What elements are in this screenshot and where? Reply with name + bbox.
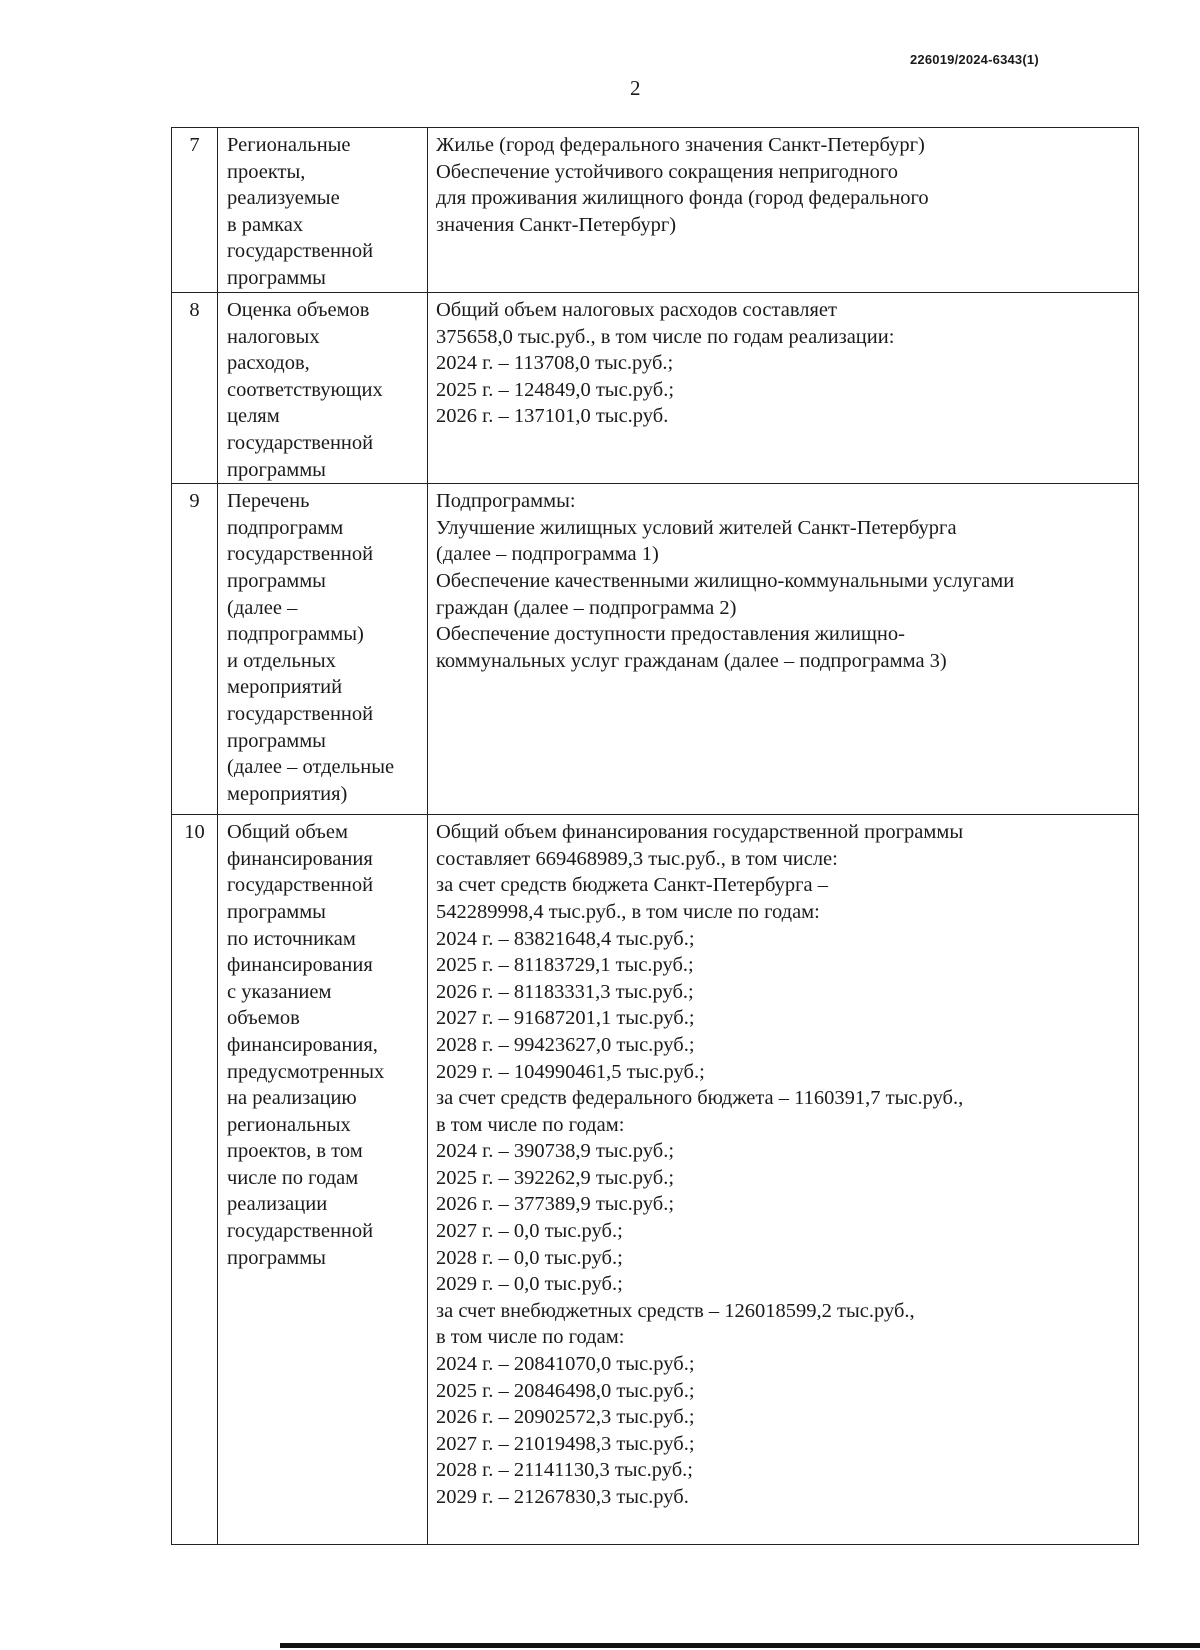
row-content bbox=[428, 484, 1139, 815]
row-number: 7 bbox=[172, 128, 218, 293]
label-line: финансирования bbox=[227, 847, 373, 870]
label-line: Региональные bbox=[227, 134, 351, 156]
label-line: мероприятий bbox=[227, 676, 343, 699]
label-line: программы bbox=[227, 729, 326, 752]
row-label bbox=[218, 484, 428, 815]
table-row bbox=[172, 815, 1139, 1545]
page-number: 2 bbox=[630, 76, 641, 100]
label-line: проекты, bbox=[227, 160, 306, 183]
content-line: 2024 г. – 83821648,4 тыс.руб.; bbox=[436, 927, 695, 950]
content-line: за счет средств федерального бюджета – 1160391,7 тыс.руб., bbox=[436, 1087, 964, 1110]
label-line: в рамках bbox=[227, 213, 304, 236]
content-line: 2027 г. – 91687201,1 тыс.руб.; bbox=[436, 1007, 695, 1030]
label-line: (далее – отдельные bbox=[227, 756, 395, 779]
row-label bbox=[218, 293, 428, 484]
label-line: реализации bbox=[227, 1193, 328, 1216]
label-line: соответствующих bbox=[227, 378, 383, 401]
label-line: программы bbox=[227, 266, 326, 289]
row-number: 8 bbox=[172, 293, 218, 484]
content-line: 2025 г. – 124849,0 тыс.руб.; bbox=[436, 378, 675, 401]
label-line: региональных bbox=[227, 1113, 351, 1136]
content-line: 2026 г. – 81183331,3 тыс.руб.; bbox=[436, 980, 694, 1003]
content-line: за счет внебюджетных средств – 126018599,2 тыс.руб., bbox=[436, 1299, 915, 1322]
label-line: и отдельных bbox=[227, 649, 336, 672]
content-line: составляет 669468989,3 тыс.руб., в том числе: bbox=[436, 847, 838, 870]
label-line: государственной bbox=[227, 1220, 374, 1243]
passport-table bbox=[171, 127, 1139, 1545]
row-content bbox=[428, 293, 1139, 484]
content-line: граждан (далее – подпрограмма 2) bbox=[436, 596, 737, 619]
content-line: Подпрограммы: bbox=[436, 490, 576, 513]
document-id: 226019/2024-6343(1) bbox=[910, 52, 1039, 67]
content-line: Общий объем налоговых расходов составляет bbox=[436, 299, 837, 321]
label-line: Оценка объемов bbox=[227, 299, 370, 321]
label-line: государственной bbox=[227, 702, 374, 725]
label-line: финансирования bbox=[227, 954, 373, 977]
label-line: (далее – bbox=[227, 596, 298, 619]
content-line: в том числе по годам: bbox=[436, 1113, 625, 1136]
label-line: государственной bbox=[227, 431, 374, 454]
label-line: подпрограмм bbox=[227, 516, 344, 539]
content-line: Общий объем финансирования государственной программы bbox=[436, 821, 964, 844]
label-line: реализуемые bbox=[227, 187, 340, 210]
label-line: государственной bbox=[227, 240, 374, 263]
label-line: на реализацию bbox=[227, 1087, 357, 1110]
content-line: 2028 г. – 21141130,3 тыс.руб.; bbox=[436, 1459, 693, 1482]
content-line: в том числе по годам: bbox=[436, 1326, 625, 1349]
content-line: 2027 г. – 0,0 тыс.руб.; bbox=[436, 1220, 623, 1243]
row-label bbox=[218, 815, 428, 1545]
content-line: за счет средств бюджета Санкт-Петербурга – bbox=[436, 874, 828, 897]
table-row bbox=[172, 484, 1139, 815]
content-line: 2028 г. – 0,0 тыс.руб.; bbox=[436, 1246, 623, 1269]
label-line: с указанием bbox=[227, 980, 332, 1003]
content-line: Обеспечение доступности предоставления жилищно- bbox=[436, 623, 905, 646]
label-line: целям bbox=[227, 405, 280, 428]
label-line: программы bbox=[227, 569, 326, 592]
content-line: 2025 г. – 81183729,1 тыс.руб.; bbox=[436, 954, 694, 977]
content-line: (далее – подпрограмма 1) bbox=[436, 543, 659, 566]
content-line: 2024 г. – 113708,0 тыс.руб.; bbox=[436, 352, 674, 375]
content-line: 2025 г. – 392262,9 тыс.руб.; bbox=[436, 1166, 675, 1189]
label-line: мероприятия) bbox=[227, 782, 348, 805]
content-line: 2028 г. – 99423627,0 тыс.руб.; bbox=[436, 1033, 695, 1056]
label-line: программы bbox=[227, 458, 326, 481]
content-line: 2026 г. – 137101,0 тыс.руб. bbox=[436, 405, 669, 428]
row-number: 10 bbox=[172, 815, 218, 1545]
label-line: предусмотренных bbox=[227, 1060, 385, 1083]
content-line: Обеспечение устойчивого сокращения непригодного bbox=[436, 160, 899, 183]
row-content bbox=[428, 128, 1139, 293]
label-line: государственной bbox=[227, 874, 374, 897]
page-bottom-rule bbox=[280, 1643, 1200, 1648]
content-line: 542289998,4 тыс.руб., в том числе по годам: bbox=[436, 900, 820, 923]
table-row bbox=[172, 293, 1139, 484]
content-line: 2027 г. – 21019498,3 тыс.руб.; bbox=[436, 1432, 695, 1455]
content-line: для проживания жилищного фонда (город федерального bbox=[436, 187, 929, 210]
content-line: 2026 г. – 377389,9 тыс.руб.; bbox=[436, 1193, 675, 1216]
row-content bbox=[428, 815, 1139, 1545]
content-line: 2026 г. – 20902572,3 тыс.руб.; bbox=[436, 1406, 695, 1429]
content-line: 2029 г. – 21267830,3 тыс.руб. bbox=[436, 1486, 689, 1508]
content-line: 2024 г. – 20841070,0 тыс.руб.; bbox=[436, 1353, 695, 1376]
content-line: 2025 г. – 20846498,0 тыс.руб.; bbox=[436, 1379, 695, 1402]
label-line: Общий объем bbox=[227, 821, 348, 844]
label-line: расходов, bbox=[227, 352, 310, 375]
content-line: 2024 г. – 390738,9 тыс.руб.; bbox=[436, 1140, 675, 1163]
row-number: 9 bbox=[172, 484, 218, 815]
content-line: Жилье (город федерального значения Санкт-Петербург) bbox=[436, 134, 925, 156]
table-row bbox=[172, 128, 1139, 293]
label-line: объемов bbox=[227, 1007, 300, 1030]
label-line: финансирования, bbox=[227, 1033, 378, 1056]
label-line: проектов, в том bbox=[227, 1140, 363, 1163]
label-line: числе по годам bbox=[227, 1166, 359, 1189]
label-line: по источникам bbox=[227, 927, 356, 950]
content-line: 2029 г. – 0,0 тыс.руб.; bbox=[436, 1273, 623, 1296]
label-line: подпрограммы) bbox=[227, 623, 364, 646]
content-line: значения Санкт-Петербург) bbox=[436, 213, 677, 236]
label-line: государственной bbox=[227, 543, 374, 566]
content-line: Обеспечение качественными жилищно-коммунальными услугами bbox=[436, 569, 1015, 592]
content-line: коммунальных услуг гражданам (далее – подпрограмма 3) bbox=[436, 649, 947, 672]
row-label bbox=[218, 128, 428, 293]
label-line: программы bbox=[227, 1246, 326, 1269]
label-line: налоговых bbox=[227, 325, 320, 348]
content-line: Улучшение жилищных условий жителей Санкт-Петербурга bbox=[436, 516, 957, 539]
content-line: 2029 г. – 104990461,5 тыс.руб.; bbox=[436, 1060, 705, 1083]
label-line: программы bbox=[227, 900, 326, 923]
content-line: 375658,0 тыс.руб., в том числе по годам реализации: bbox=[436, 325, 895, 348]
label-line: Перечень bbox=[227, 490, 310, 513]
